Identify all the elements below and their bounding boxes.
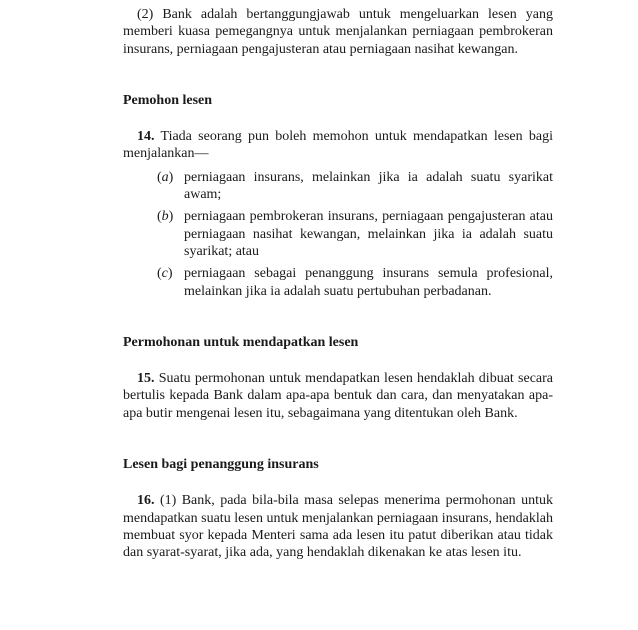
section-16-text: (1) Bank, pada bila-bila masa selepas menerima permohonan untuk mendapatkan suatu lesen untuk menjalankan perniagaan insurans, hendaklah membuat syor kepada Menteri sama ada lesen itu patut diberikan atau tidak dan syarat-syarat, jika ada, yang hendaklah dikenakan ke atas lesen itu. bbox=[123, 493, 553, 561]
section-15-heading: Permohonan untuk mendapatkan lesen bbox=[123, 334, 359, 350]
section-14-item-a bbox=[123, 169, 553, 204]
section-15-paragraph bbox=[123, 370, 553, 422]
item-a-label: (a) bbox=[157, 169, 174, 185]
section-14-number: 14. bbox=[137, 129, 155, 145]
section-15-text: Suatu permohonan untuk mendapatkan lesen hendaklah dibuat secara bertulis kepada Bank dalam apa-apa bentuk dan cara, dan menyatakan apa-apa butir mengenai lesen itu, sebagaimana yang ditentukan oleh Bank. bbox=[123, 371, 553, 421]
item-b-label: (b) bbox=[157, 209, 174, 225]
section-14-heading: Pemohon lesen bbox=[123, 92, 213, 108]
section-14-intro-text: Tiada seorang pun boleh memohon untuk mendapatkan lesen bagi menjalankan— bbox=[123, 129, 554, 162]
section-15-number: 15. bbox=[137, 371, 155, 387]
section-16-heading: Lesen bagi penanggung insurans bbox=[123, 457, 319, 473]
item-a-text: perniagaan insurans, melainkan jika ia adalah suatu syarikat awam; bbox=[184, 169, 553, 203]
section-14-item-c bbox=[123, 265, 553, 300]
section-16-number: 16. bbox=[137, 493, 155, 509]
document-page bbox=[123, 6, 553, 562]
section-14-intro bbox=[123, 128, 553, 163]
subsection-2-paragraph: (2) Bank adalah bertanggungjawab untuk mengeluarkan lesen yang memberi kuasa pemegangnya untuk menjalankan perniagaan pembrokeran insurans, perniagaan pengajusteran atau perniagaan nasihat kewangan. bbox=[123, 7, 553, 57]
section-16-paragraph bbox=[123, 492, 553, 561]
item-c-label: (c) bbox=[157, 266, 173, 282]
item-b-text: perniagaan pembrokeran insurans, perniagaan pengajusteran atau perniagaan nasihat kewangan, melainkan jika ia adalah suatu syarikat; atau bbox=[184, 209, 553, 259]
item-c-text: perniagaan sebagai penanggung insurans semula profesional, melainkan jika ia adalah suatu pertubuhan perbadanan. bbox=[184, 266, 553, 299]
section-14-item-b bbox=[123, 208, 553, 260]
